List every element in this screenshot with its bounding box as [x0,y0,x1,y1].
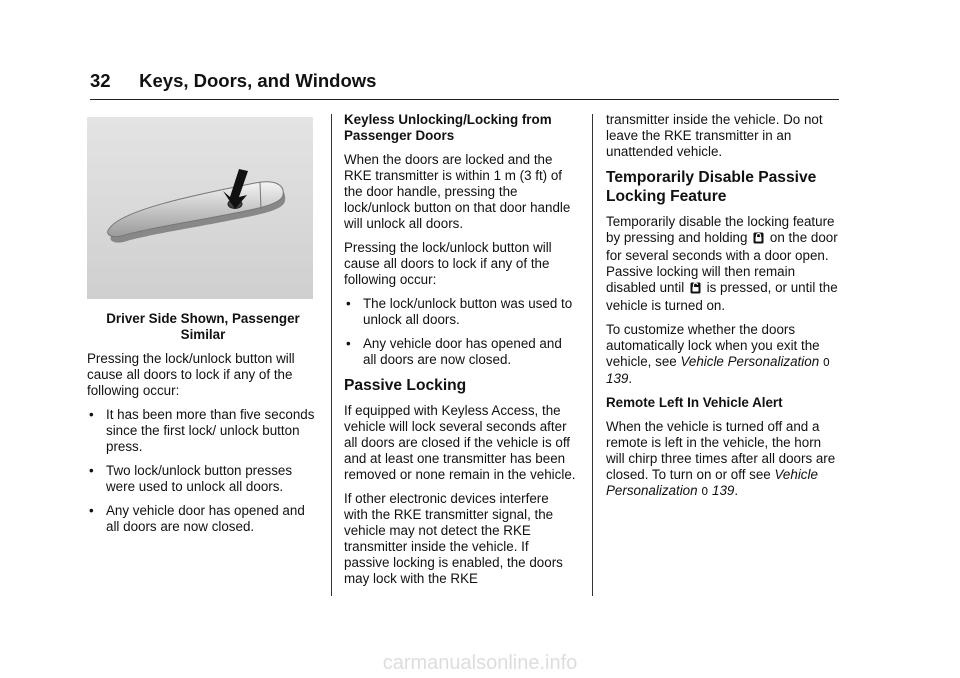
paragraph: If other electronic devices interfere with the RKE transmitter signal, the vehicle may not detect the RKE transmitter inside the vehicle. If passive locking is enabled, the doors may lock with the RKE [344,491,563,586]
page-ref-number: 139 [712,483,735,498]
list-item [87,407,319,455]
paragraph: When the doors are locked and the RKE transmitter is within 1 m (3 ft) of the door handle, pressing the lock/unlock button on that door handle will unlock all doors. [344,152,571,231]
text-run: . [628,371,633,386]
lock-button-icon [753,232,764,248]
text-run: When the vehicle is turned off and a remote is left in the vehicle, the horn will chirp three times after all doors are closed. To turn on or off see [606,419,836,482]
list-item-text: It has been more than five seconds since the first lock/ unlock button press. [106,407,315,454]
paragraph [606,214,838,314]
unlock-button-icon [690,282,701,298]
subheading: Remote Left In Vehicle Alert [606,395,783,410]
list-item-text: Any vehicle door has opened and all doors are now closed. [363,336,562,367]
door-handle-figure [87,117,313,299]
list-item [87,503,319,535]
bullet-marker: • [89,463,94,478]
paragraph [606,322,838,387]
list-item-text: Two lock/unlock button presses were used to unlock all doors. [106,463,293,494]
bullet-marker: • [89,503,94,518]
page-number: 32 [90,70,111,91]
text-run: . [734,483,739,498]
paragraph: Pressing the lock/unlock button will cause all doors to lock if any of the following occur: [344,240,552,287]
watermark: carmanualsonline.info [382,652,578,674]
bullet-marker: • [89,407,94,422]
list-item-text: The lock/unlock button was used to unlock all doors. [363,296,573,327]
column-divider [331,114,332,596]
paragraph [606,419,838,500]
page-title: Keys, Doors, and Windows [139,70,377,91]
subheading: Keyless Unlocking/Locking from Passenger Doors [344,112,552,143]
paragraph: transmitter inside the vehicle. Do not leave the RKE transmitter in an unattended vehicle. [606,112,823,159]
cross-reference: Vehicle Personalization [606,467,818,498]
list-item [87,463,319,495]
section-heading: Passive Locking [344,377,467,394]
bullet-marker: • [346,336,351,351]
figure-caption: Driver Side Shown, Passenger Similar [106,311,300,342]
list-item-text: Any vehicle door has opened and all doors are now closed. [106,503,305,534]
header-rule [90,99,839,100]
page-ref-number: 139 [606,371,629,386]
page-header [90,70,376,92]
column-2 [344,112,576,595]
paragraph: If equipped with Keyless Access, the vehicle will lock several seconds after all doors are closed if the vehicle is off and at least one transmitter has been removed or none remain in the vehicle. [344,403,576,482]
column-1 [87,112,319,543]
column-3 [606,112,838,508]
text-run: To customize whether the doors automatically lock when you exit the vehicle, see [606,322,820,369]
page-ref-arrow: 0 [701,485,709,498]
cross-reference: Vehicle Personalization [680,354,820,369]
page-ref-arrow: 0 [822,356,830,369]
list-item [344,296,576,328]
text-run: is pressed, or until the vehicle is turned on. [606,280,838,313]
text-run: on the door for several seconds with a door open. Passive locking will then remain disabled until [606,230,838,295]
text-run: Temporarily disable the locking feature by pressing and holding [606,214,835,245]
column-divider [592,114,593,596]
paragraph: Pressing the lock/unlock button will cause all doors to lock if any of the following occur: [87,351,295,398]
list-item [344,336,576,368]
section-heading: Temporarily Disable Passive Locking Feature [606,169,817,205]
bullet-marker: • [346,296,351,311]
